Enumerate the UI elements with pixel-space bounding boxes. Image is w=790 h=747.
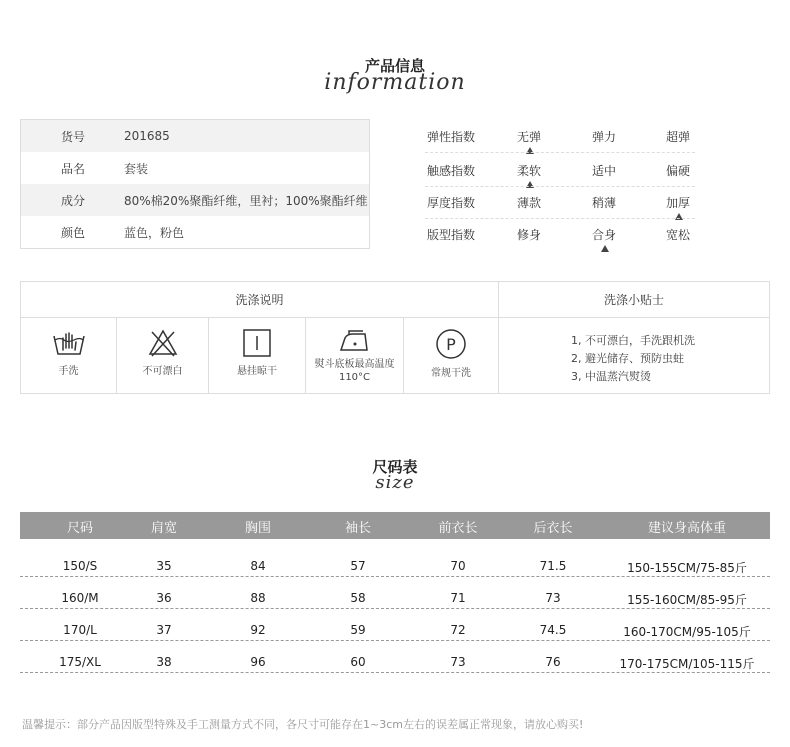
index-option: 宽松 xyxy=(666,228,691,242)
tip-item: 3, 中温蒸汽熨烫 xyxy=(571,370,651,383)
size-cell: 70 xyxy=(450,559,466,573)
size-cell: 160-170CM/95-105斤 xyxy=(623,625,751,639)
no-bleach-icon xyxy=(148,328,178,358)
wash-label: 手洗 xyxy=(58,366,79,377)
size-cell: 38 xyxy=(156,655,172,669)
size-cell: 170-175CM/105-115斤 xyxy=(619,657,755,671)
info-value: 201685 xyxy=(124,129,170,143)
info-row-name xyxy=(21,152,369,184)
size-table-subtitle: size xyxy=(375,472,415,493)
washing-box xyxy=(20,281,770,394)
size-table-title: 尺码表 xyxy=(372,458,418,476)
size-cell: 71.5 xyxy=(539,559,567,573)
iron-icon xyxy=(337,328,373,354)
index-option: 弹力 xyxy=(592,130,617,144)
index-option: 超弹 xyxy=(666,130,691,144)
index-label: 版型指数 xyxy=(427,228,476,242)
wash-label: 悬挂晾干 xyxy=(237,366,277,377)
size-cell: 58 xyxy=(350,591,366,605)
product-info-title: 产品信息 xyxy=(364,57,425,75)
info-value: 套装 xyxy=(124,161,149,176)
washing-tips xyxy=(571,332,695,386)
info-value: 蓝色，粉色 xyxy=(124,225,185,240)
index-option: 无弹 xyxy=(517,130,542,144)
wash-label: 熨斗底板最高温度110°C xyxy=(314,359,395,383)
size-row xyxy=(20,577,770,609)
wash-label: 不可漂白 xyxy=(142,366,183,377)
size-header-cell: 尺码 xyxy=(66,521,94,536)
size-cell: 72 xyxy=(450,623,466,637)
index-row xyxy=(425,218,695,250)
wash-item-hang-dry xyxy=(209,318,306,393)
product-info-table xyxy=(20,119,370,249)
index-divider xyxy=(425,152,695,153)
info-row-sku xyxy=(21,120,369,152)
size-cell: 37 xyxy=(156,623,172,637)
size-cell: 71 xyxy=(450,591,466,605)
size-cell: 155-160CM/85-95斤 xyxy=(627,593,747,607)
size-cell: 160/M xyxy=(61,591,99,605)
wash-item-dry-clean xyxy=(404,318,499,393)
size-row xyxy=(20,641,770,673)
index-row xyxy=(425,186,695,218)
size-cell: 74.5 xyxy=(539,623,567,637)
size-cell: 175/XL xyxy=(59,655,101,669)
index-option: 偏硬 xyxy=(666,164,691,178)
size-cell: 92 xyxy=(250,623,266,637)
size-cell: 150-155CM/75-85斤 xyxy=(627,561,747,575)
washing-tips-header: 洗涤小贴士 xyxy=(499,282,769,318)
info-value: 80%棉20%聚酯纤维，里衬；100%聚酯纤维 xyxy=(124,193,368,208)
info-key: 品名 xyxy=(61,161,86,176)
size-cell: 96 xyxy=(250,655,266,669)
index-option: 加厚 xyxy=(666,196,691,210)
index-option: 稍薄 xyxy=(592,196,617,210)
index-marker-icon xyxy=(601,245,609,252)
info-row-color xyxy=(21,216,369,248)
size-cell: 84 xyxy=(250,559,266,573)
wash-item-iron xyxy=(306,318,404,393)
size-header-cell: 肩宽 xyxy=(150,521,178,536)
product-info-subtitle: information xyxy=(324,70,466,95)
index-label: 弹性指数 xyxy=(427,130,476,144)
tip-item: 1, 不可漂白，手洗跟机洗 xyxy=(571,334,695,347)
index-row xyxy=(425,154,695,186)
size-header-cell: 袖长 xyxy=(344,521,372,536)
svg-text:P: P xyxy=(446,335,456,354)
size-cell: 36 xyxy=(156,591,172,605)
wash-label: 常规干洗 xyxy=(431,368,471,379)
size-cell: 73 xyxy=(545,591,561,605)
size-header-cell: 前衣长 xyxy=(438,521,478,536)
tip-item: 2, 避光储存、预防虫蛀 xyxy=(571,352,684,365)
index-option: 薄款 xyxy=(517,196,542,210)
warm-tip-note: 温馨提示：部分产品因版型特殊及手工测量方式不同，各尺寸可能存在1~3cm左右的误差属正常现象，请放心购买! xyxy=(22,718,584,731)
info-row-material xyxy=(21,184,369,216)
index-label: 触感指数 xyxy=(427,164,476,178)
size-cell: 60 xyxy=(350,655,366,669)
wash-item-no-bleach xyxy=(117,318,209,393)
size-header-cell: 胸围 xyxy=(244,521,272,536)
info-key: 颜色 xyxy=(61,225,86,240)
index-row xyxy=(425,120,695,152)
size-row xyxy=(20,609,770,641)
wash-item-hand-wash xyxy=(21,318,117,393)
info-key: 货号 xyxy=(61,129,86,144)
size-header-cell: 后衣长 xyxy=(533,521,573,536)
size-cell: 59 xyxy=(350,623,366,637)
size-cell: 170/L xyxy=(63,623,97,637)
info-key: 成分 xyxy=(61,193,86,208)
size-cell: 76 xyxy=(545,655,561,669)
dry-clean-icon xyxy=(435,328,467,360)
size-cell: 150/S xyxy=(62,559,98,573)
size-cell: 88 xyxy=(250,591,266,605)
size-table-header xyxy=(20,512,770,539)
index-label: 厚度指数 xyxy=(427,196,476,210)
size-header-cell: 建议身高体重 xyxy=(647,521,727,536)
index-option: 适中 xyxy=(592,164,617,178)
size-row xyxy=(20,545,770,577)
size-cell: 57 xyxy=(350,559,366,573)
hang-dry-icon xyxy=(242,328,272,358)
size-cell: 73 xyxy=(450,655,466,669)
index-option: 柔软 xyxy=(517,164,542,178)
size-cell: 35 xyxy=(156,559,172,573)
index-option: 修身 xyxy=(517,228,542,242)
index-option: 合身 xyxy=(592,228,617,242)
hand-wash-icon xyxy=(52,328,86,358)
washing-instructions-header: 洗涤说明 xyxy=(21,282,499,318)
